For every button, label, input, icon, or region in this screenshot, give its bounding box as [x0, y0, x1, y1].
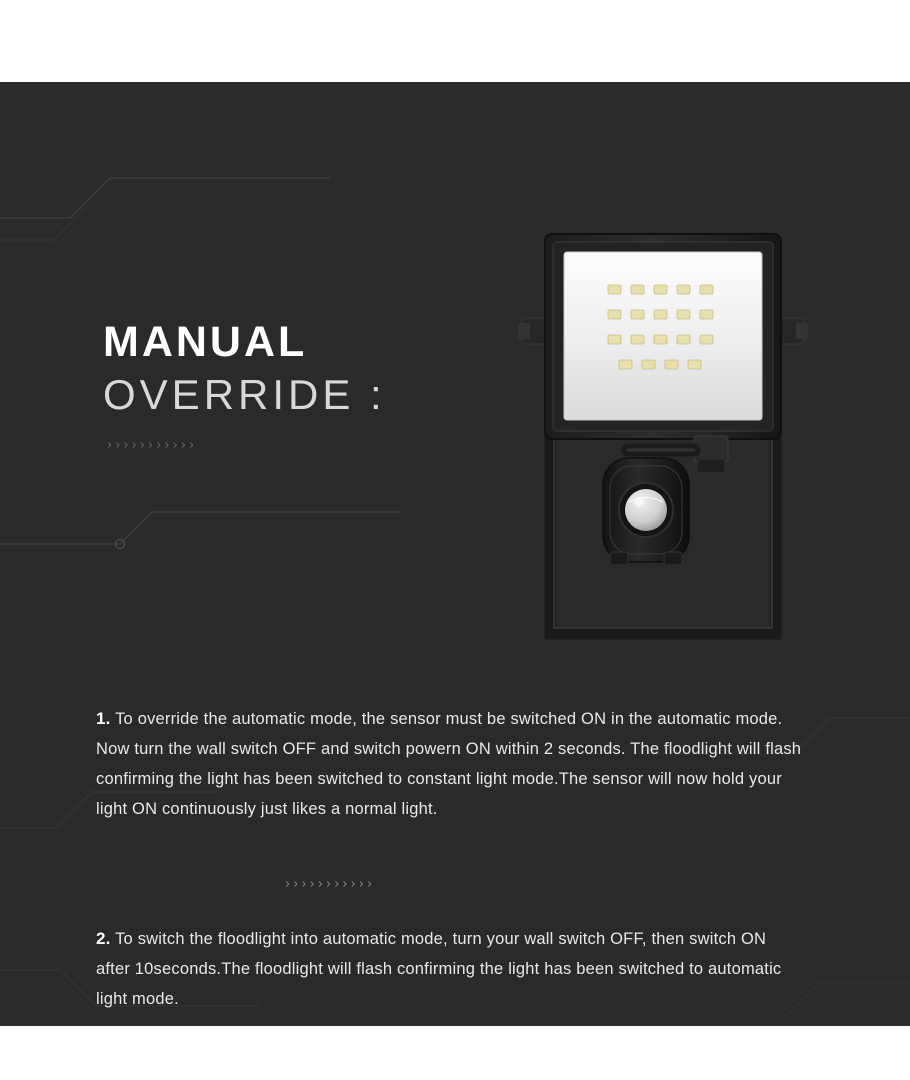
decorative-circuit-lines-left-middle: [0, 482, 400, 562]
divider-chevron-ornament: ›››››››››››: [285, 877, 376, 892]
instruction-paragraph-2: [96, 924, 802, 1014]
heading-line-2: OVERRIDE :: [103, 371, 386, 419]
instruction-paragraph-1: [96, 704, 802, 824]
instruction-1-text: To override the automatic mode, the sensor must be switched ON in the automatic mode. Now turn the wall switch OFF and switch powern ON within 2 seconds. The floodlight will flash confirming the light has been switched to constant light mode.The sensor will now hold your light ON continuously just likes a normal light.: [96, 710, 802, 818]
instruction-2-text: To switch the floodlight into automatic mode, turn your wall switch OFF, then switch ON after 10seconds.The floodlight will flash confirming the light has been switched to automatic light mode.: [96, 930, 782, 1008]
instruction-1-number: 1.: [96, 709, 111, 728]
decorative-circuit-lines-top-left: [0, 122, 330, 242]
instruction-2-number: 2.: [96, 929, 111, 948]
dark-content-panel: [0, 82, 910, 1026]
heading-chevron-ornament: ›››››››››››: [107, 437, 198, 453]
section-heading: [103, 320, 503, 453]
product-image-floodlight-with-sensor: [498, 222, 828, 662]
heading-line-1: MANUAL: [103, 318, 308, 366]
